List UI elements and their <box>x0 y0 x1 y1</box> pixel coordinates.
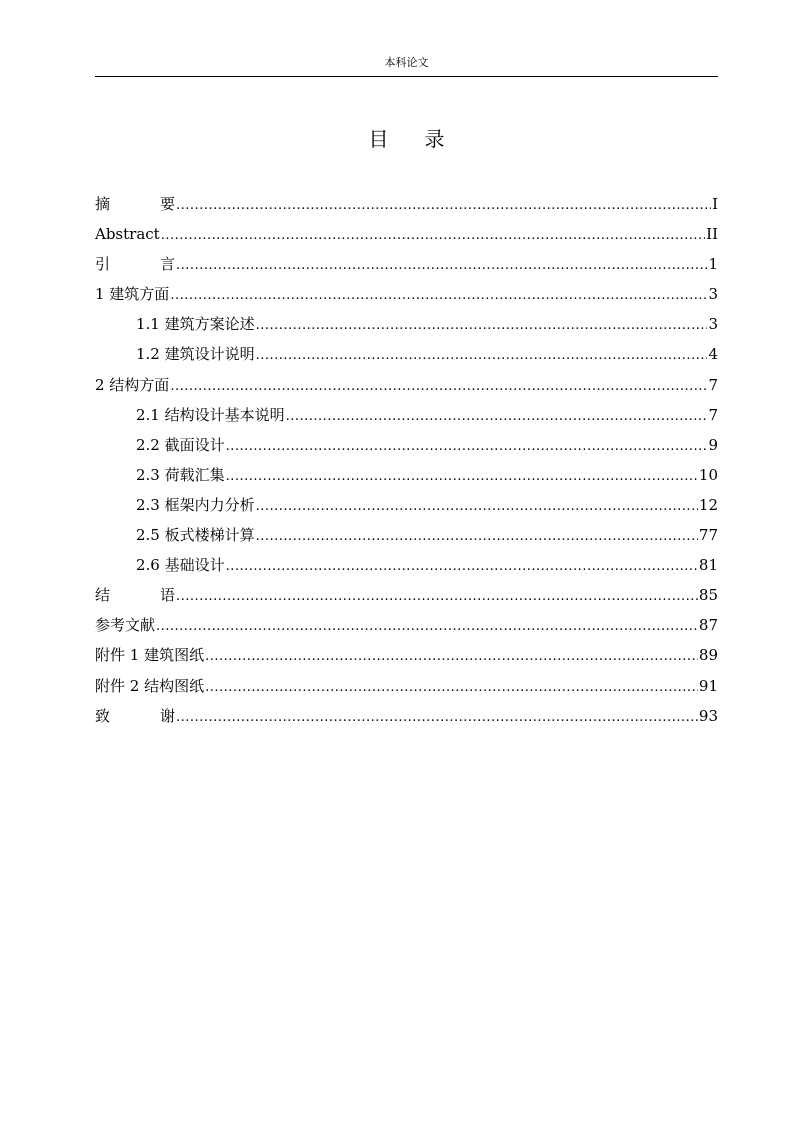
toc-leader-dots <box>256 522 698 552</box>
toc-entry-text-2: 言 <box>160 255 176 274</box>
toc-entry[interactable] <box>95 610 718 640</box>
toc-entry-label <box>136 430 225 460</box>
toc-leader-dots <box>205 642 698 672</box>
toc-entry-text: 结 <box>95 586 111 605</box>
toc-leader-dots <box>226 462 698 492</box>
toc-entry-text-2: 语 <box>160 586 176 605</box>
toc-leader-dots <box>161 221 705 251</box>
toc-leader-dots <box>176 582 698 612</box>
toc-entry-label <box>95 279 169 309</box>
toc-leader-dots <box>205 673 698 703</box>
toc-entry-label <box>136 520 255 550</box>
toc-page-number: 93 <box>698 706 718 725</box>
toc-entry[interactable] <box>95 701 718 731</box>
toc-entry[interactable] <box>95 370 718 400</box>
toc-entry[interactable] <box>95 490 718 520</box>
toc-entry-text-2: 谢 <box>160 706 176 725</box>
toc-page-number: 87 <box>698 616 718 635</box>
toc-leader-dots <box>226 432 708 462</box>
toc-entry[interactable] <box>95 279 718 309</box>
toc-entry-text: Abstract <box>95 225 160 244</box>
toc-entry-label <box>95 189 175 219</box>
toc-entry-text: 引 <box>95 255 111 274</box>
toc-entry-label <box>136 339 255 369</box>
toc-entry-text: 摘 <box>95 195 111 213</box>
toc-entry-label <box>95 249 175 279</box>
toc-entry-label <box>95 580 175 610</box>
toc-leader-dots <box>256 341 708 371</box>
toc-entry[interactable] <box>95 189 718 219</box>
toc-page-number: I <box>712 195 718 213</box>
toc-page-number: 81 <box>698 556 718 575</box>
toc-title-char-2: 录 <box>424 127 445 151</box>
toc-page-number: II <box>706 225 718 244</box>
toc-leader-dots <box>156 612 698 642</box>
toc-entry-text: 1.2 建筑设计说明 <box>136 345 255 364</box>
toc-leader-dots <box>176 703 698 733</box>
toc-entry-label <box>95 370 169 400</box>
toc-entry-label <box>95 640 204 670</box>
toc-page-number: 89 <box>698 646 718 665</box>
toc-page-number: 77 <box>698 526 718 545</box>
toc-leader-dots <box>170 372 707 402</box>
toc-entry-label <box>136 490 255 520</box>
toc-entry[interactable] <box>95 460 718 490</box>
toc-title <box>95 126 718 152</box>
toc-entry-text-2: 要 <box>160 195 176 213</box>
toc-entry[interactable] <box>95 309 718 339</box>
toc-entry-label <box>95 701 175 731</box>
toc-entry-text: 2.2 截面设计 <box>136 435 225 454</box>
toc-leader-dots <box>226 552 698 582</box>
header-divider <box>95 76 718 77</box>
toc-entry[interactable] <box>95 219 718 249</box>
toc-page-number: 9 <box>708 435 718 454</box>
toc-entry[interactable] <box>95 550 718 580</box>
toc-entry-text: 2.3 框架内力分析 <box>136 495 255 514</box>
toc-entry[interactable] <box>95 430 718 460</box>
toc-page-number: 91 <box>698 676 718 695</box>
toc-leader-dots <box>176 191 711 221</box>
toc-entry[interactable] <box>95 520 718 550</box>
toc-entry-text: 2 结构方面 <box>95 375 170 394</box>
toc-entry-label <box>95 610 155 640</box>
toc-page-number: 12 <box>698 495 718 514</box>
running-header: 本科论文 <box>384 56 429 69</box>
toc-entry[interactable] <box>95 339 718 369</box>
toc-entry-text: 2.3 荷载汇集 <box>136 465 225 484</box>
toc-entry-label <box>136 460 225 490</box>
toc-entry[interactable] <box>95 671 718 701</box>
toc-page-number: 85 <box>698 586 718 605</box>
toc-page-number: 4 <box>708 345 718 364</box>
toc-entry-label <box>136 400 285 430</box>
toc-entry-text: 2.5 板式楼梯计算 <box>136 526 255 545</box>
toc-entry-label <box>136 309 255 339</box>
toc-entry-text: 参考文献 <box>95 616 156 635</box>
toc-leader-dots <box>256 311 708 341</box>
toc-leader-dots <box>170 281 707 311</box>
toc-entry-text: 附件 2 结构图纸 <box>95 676 205 695</box>
toc-entry-label <box>136 550 225 580</box>
toc-entry-label <box>95 219 160 249</box>
table-of-contents <box>95 189 718 731</box>
toc-page-number: 7 <box>708 405 718 424</box>
toc-entry[interactable] <box>95 249 718 279</box>
toc-page-number: 1 <box>708 255 718 274</box>
toc-page-number: 10 <box>698 465 718 484</box>
toc-entry-text: 2.1 结构设计基本说明 <box>136 405 285 424</box>
toc-leader-dots <box>286 402 708 432</box>
toc-page-number: 3 <box>708 285 718 304</box>
toc-entry-text: 附件 1 建筑图纸 <box>95 646 205 665</box>
toc-page-number: 3 <box>708 315 718 334</box>
toc-entry-text: 致 <box>95 706 111 725</box>
toc-entry-text: 2.6 基础设计 <box>136 556 225 575</box>
toc-entry-text: 1.1 建筑方案论述 <box>136 315 255 334</box>
toc-title-char-1: 目 <box>368 127 389 151</box>
toc-leader-dots <box>176 251 707 281</box>
toc-entry-text: 1 建筑方面 <box>95 285 170 304</box>
toc-entry-label <box>95 671 204 701</box>
toc-entry[interactable] <box>95 640 718 670</box>
toc-page-number: 7 <box>708 375 718 394</box>
toc-leader-dots <box>256 492 698 522</box>
toc-entry[interactable] <box>95 400 718 430</box>
toc-entry[interactable] <box>95 580 718 610</box>
